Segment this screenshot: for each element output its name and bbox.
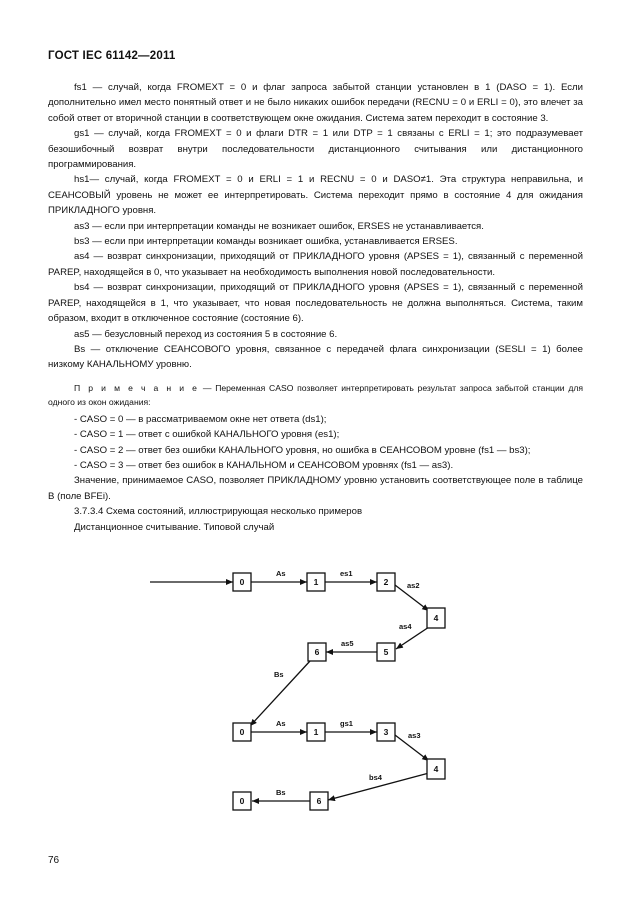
para-as3: as3 — если при интерпретации команды не возникает ошибок, ERSES не устанавливается. [74, 220, 484, 232]
state-label: 0 [239, 727, 245, 737]
para-as5: as5 — безусловный переход из состояния 5 в состояние 6. [74, 328, 338, 340]
state-label: 6 [314, 647, 320, 657]
caso-item-1: - CASO = 1 — ответ с ошибкой КАНАЛЬНОГО уровня (es1); [74, 429, 340, 441]
subsection-heading: Дистанционное считывание. Типовой случай [74, 521, 275, 533]
para-bs4: bs4 — возврат синхронизации, приходящий от ПРИКЛАДНОГО уровня (APSES = 1), связанный с переменной PAREP, находящейся в 1, что указывает, что новая последовательность не должна выполняться. Система, таким образом, входит в отключенное состояние (состояние 6). [48, 282, 583, 325]
state-label: 1 [313, 727, 319, 737]
note [48, 381, 583, 409]
state-label: 6 [316, 796, 322, 806]
transition-label: Bs [274, 670, 284, 679]
caso-item-3: - CASO = 3 — ответ без ошибок в КАНАЛЬНОМ и СЕАНСОВОМ уровнях (fs1 — as3). [74, 459, 454, 471]
transition-label: Bs [276, 788, 286, 797]
page-header: ГОСТ IEC 61142—2011 [48, 50, 176, 62]
section-heading: 3.7.3.4 Схема состояний, иллюстрирующая несколько примеров [74, 506, 363, 518]
state-label: 4 [433, 764, 439, 774]
para-after-list: Значение, принимаемое CASO, позволяет ПРИКЛАДНОМУ уровню установить соответствующее поле в таблице B (поле BFEi). [48, 475, 583, 502]
transition-label: As [276, 719, 286, 728]
transition-label: as5 [341, 639, 354, 648]
state-label: 3 [383, 727, 389, 737]
state-label: 2 [383, 577, 389, 587]
caso-item-2: - CASO = 2 — ответ без ошибки КАНАЛЬНОГО уровня, но ошибка в СЕАНСОВОМ уровне (fs1 — bs3); [74, 444, 531, 456]
transition-label: es1 [340, 569, 353, 578]
transition-label: as2 [407, 581, 420, 590]
body-text [48, 80, 583, 535]
state-label: 4 [433, 613, 439, 623]
transition-label: As [276, 569, 286, 578]
para-bs: Bs — отключение СЕАНСОВОГО уровня, связанное с передачей флага синхронизации (SESLI = 1) более низкому КАНАЛЬНОМУ уровню. [48, 343, 583, 371]
para-as4: as4 — возврат синхронизации, приходящий от ПРИКЛАДНОГО уровня (APSES = 1), связанный с переменной PAREP, находящейся в 0, что указывает на необходимость выполнения новой последовательности. [48, 251, 583, 278]
state-diagram [150, 555, 460, 825]
page-number: 76 [48, 855, 60, 866]
para-gs1: gs1 — случай, когда FROMEXT = 0 и флаги DTR = 1 или DTP = 1 связаны с ERLI = 1; это подразумевает безошибочный возврат внутри последовательности дистанционного считывания или дистанционного программирования. [48, 128, 583, 171]
transition-label: as4 [399, 622, 412, 631]
state-label: 0 [239, 796, 245, 806]
caso-item-0: - CASO = 0 — в рассматриваемом окне нет ответа (ds1); [74, 413, 327, 425]
state-label: 5 [383, 647, 389, 657]
transition-label: gs1 [340, 719, 353, 728]
transition-label: as3 [408, 731, 421, 740]
note-label: П р и м е ч а н и е [74, 382, 200, 393]
para-fs1: fs1 — случай, когда FROMEXT = 0 и флаг запроса забытой станции установлен в 1 (DASO = 1). Если дополнительно имел место понятный ответ и не было никаких ошибок передачи (RECNU = 0 и ERLI = 0), это влечет за собой ответ от вторичной станции в соответствующем окне ожидания. Система затем переходит в состояние 3. [48, 82, 583, 124]
note-text: — Переменная CASO позволяет интерпретировать результат запроса забытой станции для одного из окон ожидания: [48, 382, 583, 407]
state-label: 0 [239, 577, 245, 587]
transition-label: bs4 [369, 773, 382, 782]
para-bs3: bs3 — если при интерпретации команды возникает ошибка, устанавливается ERSES. [74, 236, 458, 248]
state-label: 1 [313, 577, 319, 587]
para-hs1: hs1— случай, когда FROMEXT = 0 и ERLI = 1 и RECNU = 0 и DASO≠1. Эта структура неправильна, и СЕАНСОВЫЙ уровень не может ее интерпретировать. Система переходит прямо в состояние 4 для ожидания ПРИКЛАДНОГО уровня. [48, 174, 583, 217]
